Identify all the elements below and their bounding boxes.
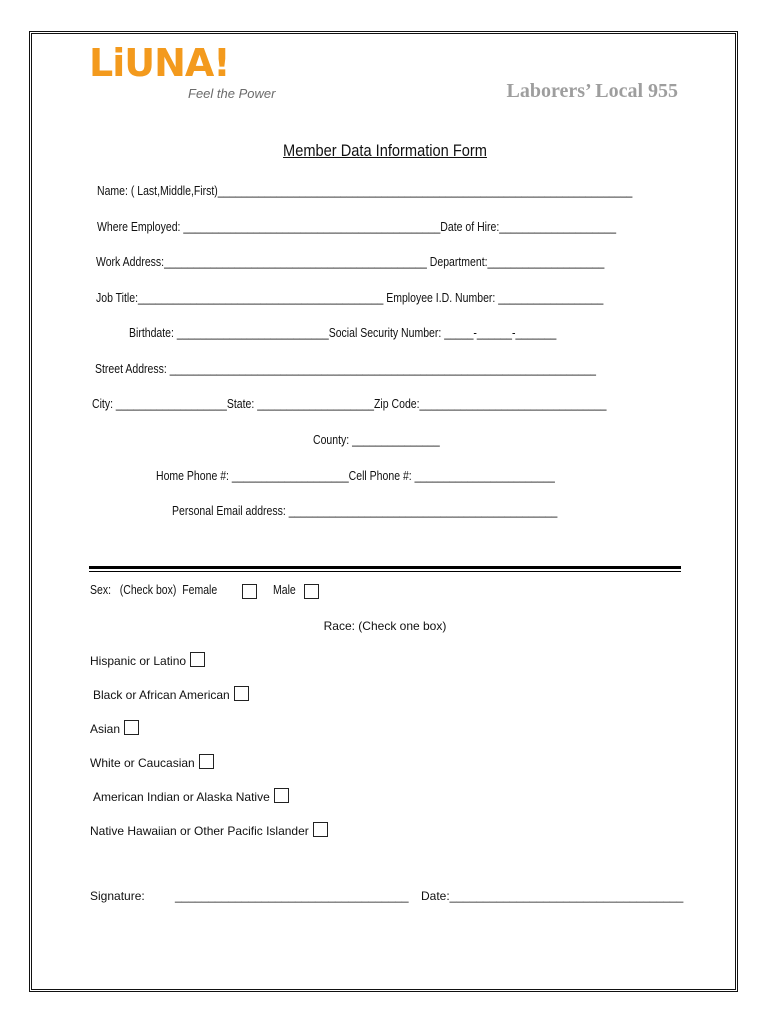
phone-field[interactable]: Home Phone #: ____________________Cell Phone #: ________________________ — [156, 469, 555, 483]
work-address-field[interactable]: Work Address:_____________________________________________ Department:____________________ — [96, 255, 605, 269]
sex-label: Sex: (Check box) Female — [90, 583, 218, 597]
section-divider — [89, 566, 681, 569]
race-option-black — [93, 686, 249, 702]
logo-tagline: Feel the Power — [188, 86, 276, 101]
race-option-american-indian — [93, 788, 289, 804]
race-option-label: White or Caucasian — [90, 756, 195, 770]
race-heading: Race: (Check one box) — [323, 619, 447, 633]
pacific-islander-checkbox[interactable] — [313, 822, 328, 837]
hispanic-checkbox[interactable] — [190, 652, 205, 667]
race-option-hispanic — [90, 652, 205, 668]
race-option-label: Native Hawaiian or Other Pacific Islander — [90, 824, 309, 838]
race-option-label: American Indian or Alaska Native — [93, 790, 270, 804]
employer-field[interactable]: Where Employed: ____________________________________________Date of Hire:____________________ — [97, 220, 617, 234]
county-field[interactable]: County: _______________ — [313, 433, 440, 447]
female-checkbox[interactable] — [242, 584, 257, 599]
race-option-white — [90, 754, 214, 770]
signature-label: Signature: — [90, 889, 145, 903]
city-state-zip-field[interactable]: City: ___________________State: ____________________Zip Code:________________________________ — [92, 397, 607, 411]
white-checkbox[interactable] — [199, 754, 214, 769]
form-title: Member Data Information Form — [283, 141, 487, 160]
signature-line[interactable]: ___________________________________ — [175, 889, 409, 903]
street-address-field[interactable]: Street Address: _________________________________________________________________________ — [95, 362, 597, 376]
asian-checkbox[interactable] — [124, 720, 139, 735]
race-option-label: Black or African American — [93, 688, 230, 702]
race-option-pacific-islander — [90, 822, 328, 838]
male-label: Male — [273, 583, 296, 597]
american-indian-checkbox[interactable] — [274, 788, 289, 803]
date-field[interactable]: Date:___________________________________ — [421, 889, 684, 903]
sex-row — [90, 583, 217, 597]
local-name: Laborers’ Local 955 — [506, 80, 678, 102]
race-option-label: Hispanic or Latino — [90, 654, 187, 668]
black-checkbox[interactable] — [234, 686, 249, 701]
race-option-asian — [90, 720, 139, 736]
birthdate-field[interactable]: Birthdate: __________________________Social Security Number: _____-______-_______ — [129, 326, 557, 340]
liuna-logo: LiUNA! — [89, 41, 230, 85]
name-field[interactable]: Name: ( Last,Middle,First)_______________________________________________________________________ — [97, 184, 633, 198]
male-checkbox[interactable] — [304, 584, 319, 599]
race-option-label: Asian — [90, 722, 121, 736]
email-field[interactable]: Personal Email address: ______________________________________________ — [172, 504, 558, 518]
section-divider-thin — [89, 571, 681, 572]
job-title-field[interactable]: Job Title:__________________________________________ Employee I.D. Number: __________________ — [96, 291, 604, 305]
